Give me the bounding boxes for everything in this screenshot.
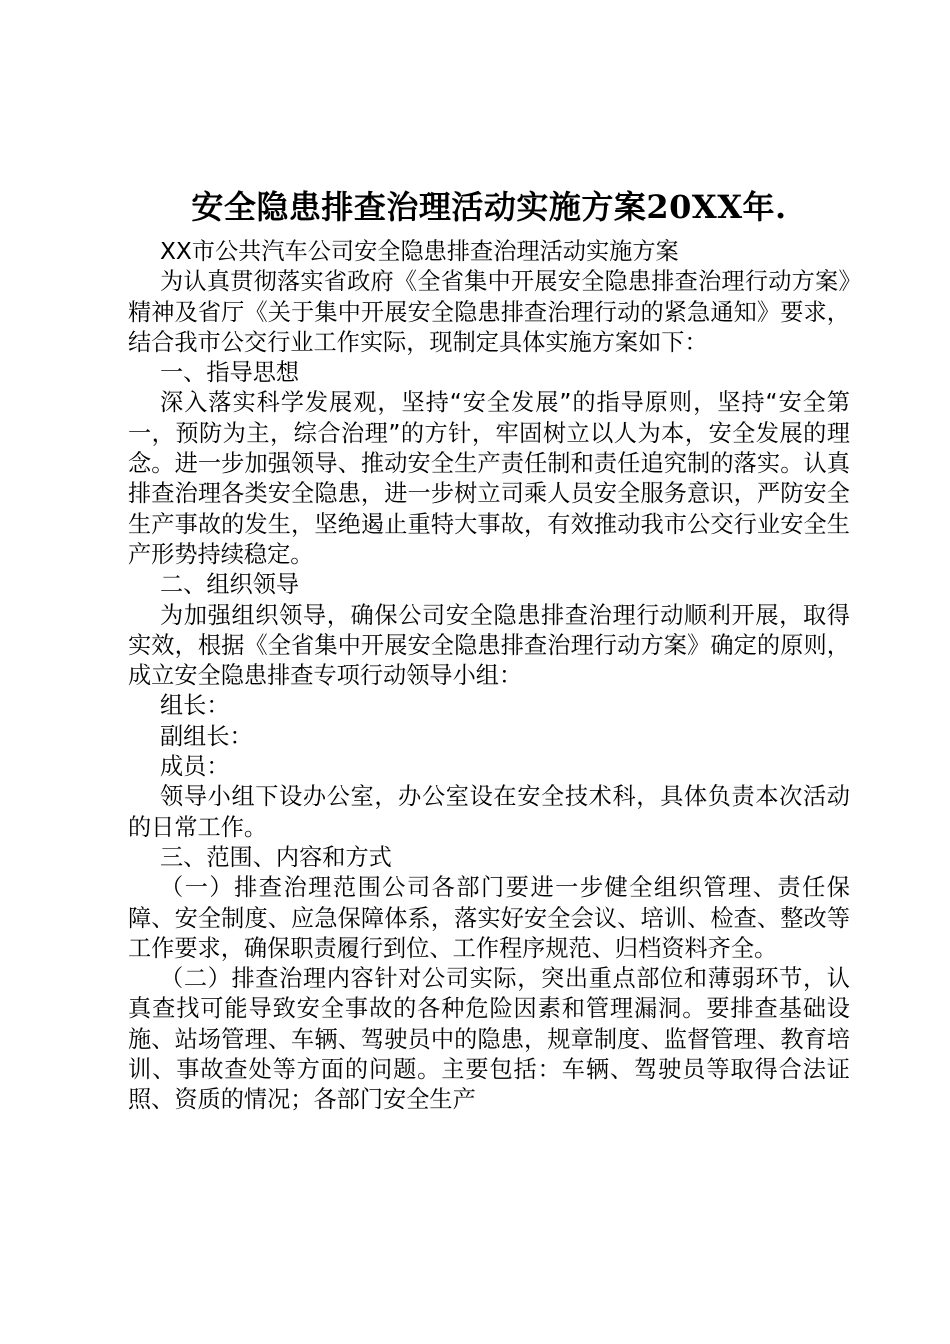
organization-paragraph: 为加强组织领导，确保公司安全隐患排查治理行动顺利开展，取得实效，根据《全省集中开展安全隐患排查治理行动方案》确定的原则，成立安全隐患排查专项行动领导小组： xyxy=(128,601,850,690)
scope-paragraph: （一）排查治理范围公司各部门要进一步健全组织管理、责任保障、安全制度、应急保障体系，落实好安全会议、培训、检查、整改等工作要求，确保职责履行到位、工作程序规范、归档资料齐全。 xyxy=(128,874,850,962)
section-heading-organization: 二、组织领导 xyxy=(160,571,300,599)
deputy-leader-line: 副组长： xyxy=(160,722,253,750)
section-heading-guiding-thought: 一、指导思想 xyxy=(160,359,300,387)
subtitle-paragraph: XX市公共汽车公司安全隐患排查治理活动实施方案 xyxy=(160,238,679,265)
document-title: 安全隐患排查治理活动实施方案20XX年. xyxy=(191,188,787,226)
office-paragraph: 领导小组下设办公室，办公室设在安全技术科，具体负责本次活动的日常工作。 xyxy=(128,783,850,841)
guiding-thought-paragraph: 深入落实科学发展观，坚持“安全发展”的指导原则，坚持“安全第一，预防为主，综合治理”的方针，牢固树立以人为本，安全发展的理念。进一步加强领导、推动安全生产责任制和责任追究制的落实。认真排查治理各类安全隐患，进一步树立司乘人员安全服务意识，严防安全生产事故的发生，坚绝遏止重特大事故，有效推动我市公交行业安全生产形势持续稳定。 xyxy=(128,389,850,568)
intro-paragraph: 为认真贯彻落实省政府《全省集中开展安全隐患排查治理行动方案》精神及省厅《关于集中开展安全隐患排查治理行动的紧急通知》要求，结合我市公交行业工作实际，现制定具体实施方案如下： xyxy=(128,268,850,356)
team-leader-line: 组长： xyxy=(160,692,230,720)
document-page xyxy=(128,183,850,1116)
content-paragraph: （二）排查治理内容针对公司实际，突出重点部位和薄弱环节，认真查找可能导致安全事故的各种危险因素和管理漏洞。要排查基础设施、站场管理、车辆、驾驶员中的隐患，规章制度、监督管理、教育培训、事故查处等方面的问题。主要包括：车辆、驾驶员等取得合法证照、资质的情况；各部门安全生产 xyxy=(128,965,850,1114)
members-line: 成员： xyxy=(160,753,230,781)
section-heading-scope: 三、范围、内容和方式 xyxy=(160,843,392,871)
